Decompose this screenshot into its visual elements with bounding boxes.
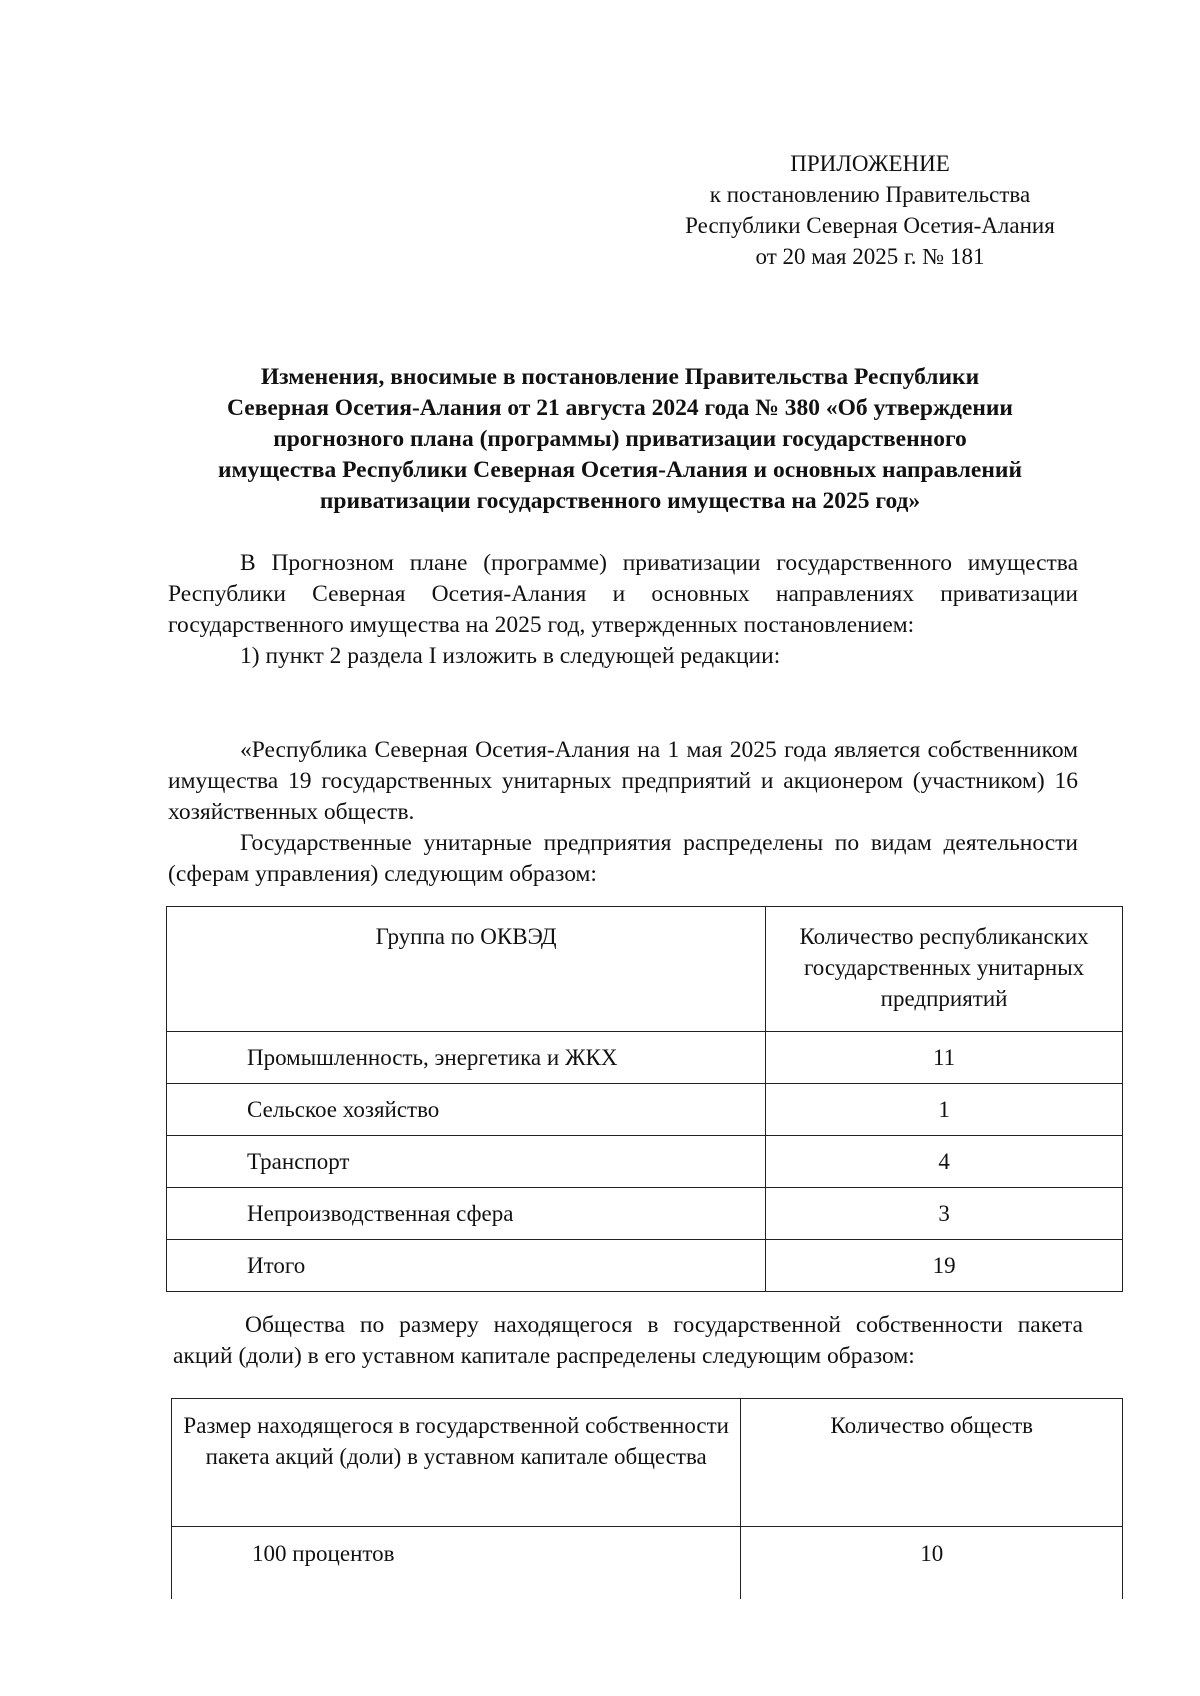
societies-paragraph: Общества по размеру находящегося в государственной собственности пакета акций (доли) в его уставном капитале распределены следующим образом: (173, 1312, 1083, 1369)
table-row (167, 1084, 1123, 1136)
row-count: 19 (766, 1240, 1123, 1292)
row-group: Промышленность, энергетика и ЖКХ (167, 1032, 766, 1084)
appendix-resolution: к постановлению Правительства (709, 182, 1031, 207)
title-line: прогнозного плана (программы) приватизации государственного (273, 426, 967, 452)
appendix-label: ПРИЛОЖЕНИЕ (790, 151, 950, 176)
quote-paragraph-2: Государственные унитарные предприятия распределены по видам деятельности (сферам управления) следующим образом: (168, 830, 1078, 887)
appendix-republic: Республики Северная Осетия-Алания (685, 213, 1055, 238)
table-row (167, 1032, 1123, 1084)
intro-section (168, 548, 1078, 672)
header-group: Группа по ОКВЭД (167, 907, 766, 1032)
row-group: Сельское хозяйство (167, 1084, 766, 1136)
appendix-block (620, 148, 1120, 272)
title-line: Северная Осетия-Алания от 21 августа 2024 года № 380 «Об утверждении (227, 395, 1013, 421)
title-line: приватизации государственного имущества на 2025 год» (319, 488, 921, 514)
table-header-row (172, 1399, 1123, 1527)
row-group: Непроизводственная сфера (167, 1188, 766, 1240)
row-group: Итого (167, 1240, 766, 1292)
table-row (167, 1188, 1123, 1240)
table-header-row (167, 907, 1123, 1032)
header-count: Количество республиканских государственных унитарных предприятий (766, 907, 1123, 1032)
societies-section (173, 1310, 1083, 1372)
table-row-total (167, 1240, 1123, 1292)
quote-section (168, 735, 1078, 890)
header-size: Размер находящегося в государственной собственности пакета акций (доли) в уставном капитале общества (172, 1399, 741, 1527)
document-title (165, 362, 1075, 517)
row-count: 10 (741, 1527, 1123, 1600)
table-row (172, 1527, 1123, 1600)
title-line: имущества Республики Северная Осетия-Алания и основных направлений (217, 457, 1022, 483)
table-row (167, 1136, 1123, 1188)
enterprises-table (166, 906, 1123, 1292)
row-count: 1 (766, 1084, 1123, 1136)
quote-paragraph-1: «Республика Северная Осетия-Алания на 1 мая 2025 года является собственником имущества 19 государственных унитарных предприятий и акционером (участником) 16 хозяйственных обществ. (168, 737, 1078, 825)
title-line: Изменения, вносимые в постановление Правительства Республики (260, 364, 980, 390)
appendix-date-number: от 20 мая 2025 г. № 181 (755, 244, 985, 269)
row-count: 3 (766, 1188, 1123, 1240)
societies-table (171, 1398, 1123, 1599)
row-count: 11 (766, 1032, 1123, 1084)
row-size: 100 процентов (172, 1527, 741, 1600)
header-count: Количество обществ (741, 1399, 1123, 1527)
row-count: 4 (766, 1136, 1123, 1188)
item-1-paragraph: 1) пункт 2 раздела I изложить в следующей редакции: (240, 643, 781, 669)
intro-paragraph: В Прогнозном плане (программе) приватизации государственного имущества Республики Северная Осетия-Алания и основных направлениях приватизации государственного имущества на 2025 год, утвержденных постановлением: (168, 550, 1078, 638)
row-group: Транспорт (167, 1136, 766, 1188)
